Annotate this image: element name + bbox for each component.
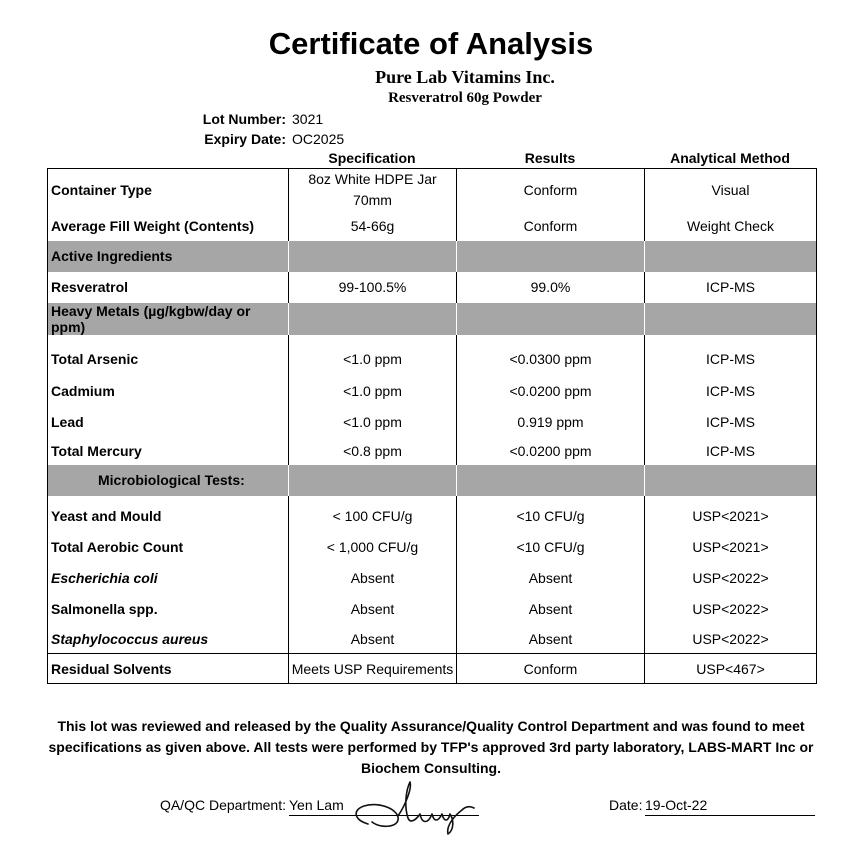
method-value: USP<467> — [645, 654, 817, 684]
method-value: USP<2021> — [645, 496, 817, 532]
spec-value: Absent — [289, 594, 457, 625]
table-row — [48, 625, 817, 654]
spec-value: 54-66g — [289, 212, 457, 241]
test-name: Staphylococcus aureus — [48, 625, 289, 654]
table-row — [48, 407, 817, 438]
result-value: <10 CFU/g — [457, 532, 645, 563]
release-statement: This lot was reviewed and released by the Quality Assurance/Quality Control Department and was found to meet specifications as given above. All tests were performed by TFP's approved 3rd party laboratory, LABS-MART Inc or Biochem Consulting. — [48, 718, 814, 776]
section-title: Heavy Metals (µg/kgbw/day or ppm) — [48, 303, 289, 335]
table-row — [48, 169, 817, 212]
spec-value: < 100 CFU/g — [289, 496, 457, 532]
spec-value: <1.0 ppm — [289, 407, 457, 438]
spec-value: <0.8 ppm — [289, 438, 457, 465]
result-value: <0.0300 ppm — [457, 335, 645, 376]
test-name: Lead — [48, 407, 289, 438]
test-name: Yeast and Mould — [48, 496, 289, 532]
table-row — [48, 654, 817, 684]
handwritten-signature-icon — [350, 776, 480, 838]
test-name: Cadmium — [48, 376, 289, 407]
result-value: Conform — [457, 654, 645, 684]
result-value: <0.0200 ppm — [457, 376, 645, 407]
test-name: Total Mercury — [48, 438, 289, 465]
test-name: Total Aerobic Count — [48, 532, 289, 563]
table-row — [48, 335, 817, 376]
result-value: <0.0200 ppm — [457, 438, 645, 465]
test-name: Total Arsenic — [48, 335, 289, 376]
table-row — [48, 496, 817, 532]
method-value: ICP-MS — [645, 376, 817, 407]
test-name: Escherichia coli — [48, 563, 289, 594]
table-row — [48, 272, 817, 303]
method-value: ICP-MS — [645, 335, 817, 376]
method-value: USP<2022> — [645, 594, 817, 625]
column-header-specification: Specification — [328, 150, 416, 166]
test-name: Average Fill Weight (Contents) — [48, 212, 289, 241]
method-value: ICP-MS — [645, 272, 817, 303]
analysis-table — [47, 168, 817, 684]
method-value: USP<2022> — [645, 625, 817, 654]
signer-name: Yen Lam — [289, 797, 479, 816]
spec-value: < 1,000 CFU/g — [289, 532, 457, 563]
section-title: Microbiological Tests: — [48, 465, 289, 496]
result-value: 99.0% — [457, 272, 645, 303]
result-value: Absent — [457, 594, 645, 625]
result-value: <10 CFU/g — [457, 496, 645, 532]
date-label: Date: — [609, 797, 643, 813]
section-row — [48, 303, 817, 335]
table-row — [48, 563, 817, 594]
result-value: Conform — [457, 212, 645, 241]
result-value: Absent — [457, 625, 645, 654]
expiry-date-label: Expiry Date: — [204, 131, 286, 147]
method-value: Visual — [645, 169, 817, 212]
table-row — [48, 438, 817, 465]
spec-value: 99-100.5% — [289, 272, 457, 303]
test-name: Residual Solvents — [48, 654, 289, 684]
company-name: Pure Lab Vitamins Inc. — [375, 67, 555, 87]
spec-value: 8oz White HDPE Jar 70mm — [289, 169, 457, 212]
method-value: ICP-MS — [645, 438, 817, 465]
test-name: Container Type — [48, 169, 289, 212]
method-value: USP<2021> — [645, 532, 817, 563]
result-value: Conform — [457, 169, 645, 212]
test-name: Salmonella spp. — [48, 594, 289, 625]
spec-value: <1.0 ppm — [289, 335, 457, 376]
result-value: Absent — [457, 563, 645, 594]
qaqc-department-label: QA/QC Department: — [159, 797, 286, 813]
table-row — [48, 594, 817, 625]
method-value: USP<2022> — [645, 563, 817, 594]
column-header-results: Results — [524, 150, 576, 166]
spec-value: <1.0 ppm — [289, 376, 457, 407]
column-header-method: Analytical Method — [670, 150, 790, 166]
section-title: Active Ingredients — [48, 241, 289, 272]
test-name: Resveratrol — [48, 272, 289, 303]
table-row — [48, 212, 817, 241]
section-row — [48, 241, 817, 272]
expiry-date-value: OC2025 — [292, 131, 345, 147]
document-title: Certificate of Analysis — [268, 26, 594, 61]
method-value: Weight Check — [645, 212, 817, 241]
lot-number-value: 3021 — [292, 111, 324, 127]
spec-value: Absent — [289, 563, 457, 594]
product-name: Resveratrol 60g Powder — [388, 90, 542, 106]
section-row — [48, 465, 817, 496]
lot-number-label: Lot Number: — [202, 111, 286, 127]
spec-value: Absent — [289, 625, 457, 654]
date-value: 19-Oct-22 — [645, 797, 815, 816]
table-row — [48, 532, 817, 563]
method-value: ICP-MS — [645, 407, 817, 438]
result-value: 0.919 ppm — [457, 407, 645, 438]
spec-value: Meets USP Requirements — [289, 654, 457, 684]
table-row — [48, 376, 817, 407]
